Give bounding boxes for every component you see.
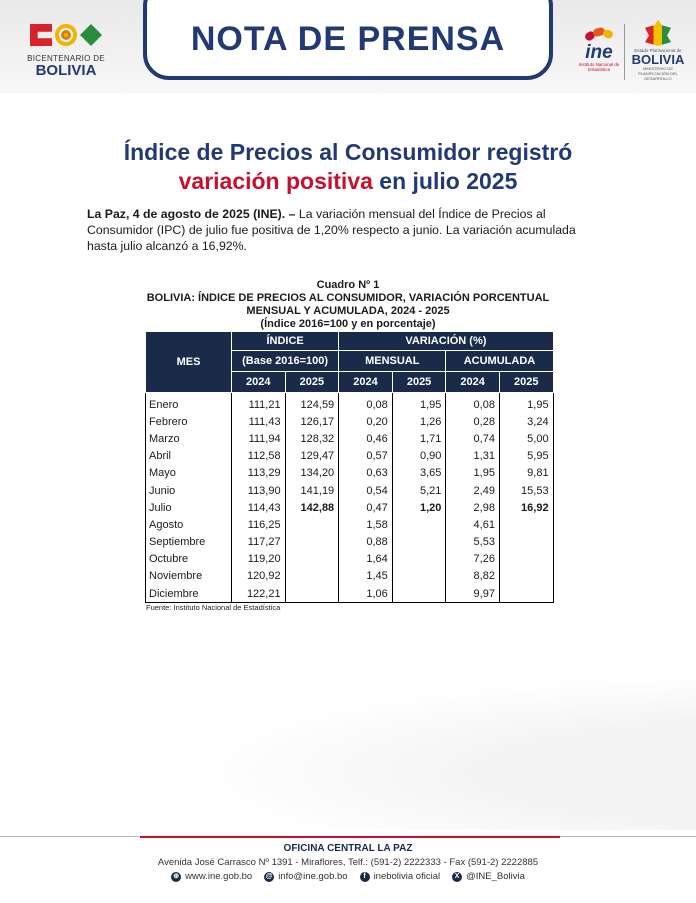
footer-address: Avenida José Carrasco Nº 1391 - Miraflores, Telf.: (591-2) 2222333 - Fax (591-2) 2222885 — [157, 857, 539, 868]
ine-mark-icon — [581, 22, 617, 44]
globe-icon: ⊕ — [171, 872, 181, 882]
header-mes: MES — [146, 332, 232, 393]
footer-link-text: @INE_Bolivia — [466, 871, 525, 882]
value-cell: 117,27 — [232, 534, 286, 551]
value-cell: 0,90 — [392, 448, 446, 465]
table-row — [146, 516, 554, 533]
value-cell: 0,74 — [446, 430, 500, 447]
header-acumulada: ACUMULADA — [446, 351, 553, 372]
value-cell: 1,64 — [339, 551, 393, 568]
footer-link[interactable] — [171, 871, 252, 882]
footer-decoration — [0, 640, 696, 830]
value-cell: 1,58 — [339, 516, 393, 533]
value-cell: 5,00 — [499, 430, 553, 447]
value-cell: 124,59 — [285, 393, 339, 414]
value-cell: 1,06 — [339, 585, 393, 603]
footer-link[interactable] — [360, 871, 441, 882]
value-cell: 122,21 — [232, 585, 286, 603]
value-cell — [285, 551, 339, 568]
value-cell: 134,20 — [285, 465, 339, 482]
header-mensual: MENSUAL — [339, 351, 446, 372]
x-icon: X — [452, 872, 462, 882]
value-cell: 9,81 — [499, 465, 553, 482]
value-cell: 7,26 — [446, 551, 500, 568]
value-cell: 9,97 — [446, 585, 500, 603]
bicentenario-red-glyph-icon — [30, 24, 52, 46]
value-cell: 120,92 — [232, 568, 286, 585]
value-cell: 0,54 — [339, 482, 393, 499]
value-cell: 3,65 — [392, 465, 446, 482]
month-cell: Noviembre — [146, 568, 232, 585]
value-cell — [499, 585, 553, 603]
value-cell: 5,53 — [446, 534, 500, 551]
value-cell: 116,25 — [232, 516, 286, 533]
month-cell: Enero — [146, 393, 232, 414]
ipc-table — [145, 331, 554, 603]
value-cell: 5,21 — [392, 482, 446, 499]
value-cell: 3,24 — [499, 413, 553, 430]
table-row — [146, 585, 554, 603]
value-cell: 1,45 — [339, 568, 393, 585]
month-cell: Septiembre — [146, 534, 232, 551]
month-cell: Diciembre — [146, 585, 232, 603]
header-year: 2024 — [232, 372, 286, 393]
table-row — [146, 465, 554, 482]
month-cell: Abril — [146, 448, 232, 465]
header-variacion: VARIACIÓN (%) — [339, 332, 553, 351]
value-cell: 111,43 — [232, 413, 286, 430]
ine-word: ine — [585, 42, 613, 63]
value-cell — [392, 534, 446, 551]
value-cell: 113,29 — [232, 465, 286, 482]
footer-link-text: info@ine.gob.bo — [278, 871, 348, 882]
lead-text: La variación mensual del Índice de Precios al Consumidor (IPC) de julio fue positiva de 1,20% respecto a junio. La variación acumulada hasta julio alcanzó a 16,92%. — [87, 207, 576, 253]
logo-divider — [624, 24, 625, 80]
ine-logo — [578, 22, 620, 84]
value-cell: 0,20 — [339, 413, 393, 430]
month-cell: Junio — [146, 482, 232, 499]
headline-part1: Índice de Precios al Consumidor registró — [123, 139, 573, 165]
value-cell: 2,98 — [446, 499, 500, 516]
month-cell: Marzo — [146, 430, 232, 447]
bolivia-gov-sub2: MINISTERIO DE PLANIFICACIÓN DEL DESARROLLO — [638, 66, 678, 81]
value-cell: 0,57 — [339, 448, 393, 465]
value-cell: 126,17 — [285, 413, 339, 430]
value-cell — [285, 585, 339, 603]
value-cell: 16,92 — [499, 499, 553, 516]
table-caption-number: Cuadro Nº 1 — [316, 279, 380, 291]
value-cell: 2,49 — [446, 482, 500, 499]
footer-link-text: www.ine.gob.bo — [185, 871, 253, 882]
value-cell: 119,20 — [232, 551, 286, 568]
bolivia-gov-word: BOLIVIA — [631, 52, 685, 67]
ine-sub: Instituto Nacional de Estadística — [578, 62, 620, 72]
header-indice: ÍNDICE — [232, 332, 339, 351]
dateline: La Paz, 4 de agosto de 2025 (INE). – — [87, 207, 296, 221]
table-row — [146, 413, 554, 430]
bicentenario-line1: BICENTENARIO DE — [27, 54, 105, 63]
bolivia-shield-icon — [645, 20, 671, 46]
value-cell: 112,58 — [232, 448, 286, 465]
value-cell: 1,31 — [446, 448, 500, 465]
bolivia-gov-sub1: Estado Plurinacional de — [634, 48, 682, 53]
header-year: 2024 — [339, 372, 393, 393]
value-cell: 4,61 — [446, 516, 500, 533]
table-row — [146, 534, 554, 551]
value-cell: 1,26 — [392, 413, 446, 430]
value-cell: 1,95 — [392, 393, 446, 414]
lead-paragraph — [87, 206, 609, 254]
footer-links — [0, 871, 696, 882]
table-row — [146, 448, 554, 465]
table-row — [146, 430, 554, 447]
month-cell: Febrero — [146, 413, 232, 430]
value-cell: 0,88 — [339, 534, 393, 551]
month-cell: Julio — [146, 499, 232, 516]
value-cell: 129,47 — [285, 448, 339, 465]
footer-office: OFICINA CENTRAL LA PAZ — [283, 843, 413, 854]
value-cell: 0,47 — [339, 499, 393, 516]
value-cell: 0,08 — [339, 393, 393, 414]
header-year: 2025 — [285, 372, 339, 393]
table-row — [146, 499, 554, 516]
footer-accent-line — [140, 836, 560, 838]
headline-part2: en julio 2025 — [372, 168, 518, 194]
table-row — [146, 393, 554, 414]
header-year: 2025 — [499, 372, 553, 393]
value-cell — [499, 534, 553, 551]
value-cell: 0,28 — [446, 413, 500, 430]
value-cell — [285, 534, 339, 551]
value-cell: 1,95 — [446, 465, 500, 482]
header-year: 2025 — [392, 372, 446, 393]
page-title: NOTA DE PRENSA — [190, 20, 506, 58]
facebook-icon: f — [360, 872, 370, 882]
value-cell: 111,21 — [232, 393, 286, 414]
table-row — [146, 568, 554, 585]
value-cell — [392, 516, 446, 533]
value-cell: 113,90 — [232, 482, 286, 499]
headline — [60, 138, 636, 196]
bicentenario-green-glyph-icon — [80, 24, 102, 46]
value-cell: 114,43 — [232, 499, 286, 516]
mail-icon: @ — [265, 872, 273, 880]
month-cell: Agosto — [146, 516, 232, 533]
footer-link[interactable] — [264, 871, 347, 882]
footer-link-text: inebolivia oficial — [373, 871, 441, 882]
month-cell: Mayo — [146, 465, 232, 482]
value-cell: 0,46 — [339, 430, 393, 447]
table-source: Fuente: Instituto Nacional de Estadística — [146, 603, 281, 612]
bolivia-gov-logo — [628, 20, 688, 82]
bicentenario-line2: BOLIVIA — [35, 62, 97, 79]
value-cell — [499, 568, 553, 585]
table-caption-title: BOLIVIA: ÍNDICE DE PRECIOS AL CONSUMIDOR, VARIACIÓN PORCENTUAL — [146, 292, 550, 304]
value-cell: 1,95 — [499, 393, 553, 414]
bicentenario-logo — [25, 24, 107, 79]
value-cell: 15,53 — [499, 482, 553, 499]
table-row — [146, 551, 554, 568]
table-caption-units: (Índice 2016=100 y en porcentaje) — [260, 318, 436, 330]
header-year: 2024 — [446, 372, 500, 393]
value-cell — [392, 585, 446, 603]
value-cell — [499, 516, 553, 533]
month-cell: Octubre — [146, 551, 232, 568]
value-cell: 111,94 — [232, 430, 286, 447]
value-cell — [499, 551, 553, 568]
value-cell: 5,95 — [499, 448, 553, 465]
table-caption-subtitle: MENSUAL Y ACUMULADA, 2024 - 2025 — [246, 305, 450, 317]
bicentenario-sun-glyph-icon — [55, 24, 77, 46]
value-cell: 141,19 — [285, 482, 339, 499]
value-cell: 142,88 — [285, 499, 339, 516]
table-body — [146, 393, 554, 603]
headline-highlight: variación positiva — [178, 168, 373, 194]
value-cell — [285, 568, 339, 585]
footer-link[interactable] — [452, 871, 525, 882]
value-cell: 128,32 — [285, 430, 339, 447]
value-cell: 0,63 — [339, 465, 393, 482]
value-cell — [392, 568, 446, 585]
value-cell: 1,71 — [392, 430, 446, 447]
value-cell: 0,08 — [446, 393, 500, 414]
value-cell: 1,20 — [392, 499, 446, 516]
header-base: (Base 2016=100) — [232, 351, 339, 372]
value-cell — [392, 551, 446, 568]
table-row — [146, 482, 554, 499]
value-cell: 8,82 — [446, 568, 500, 585]
value-cell — [285, 516, 339, 533]
